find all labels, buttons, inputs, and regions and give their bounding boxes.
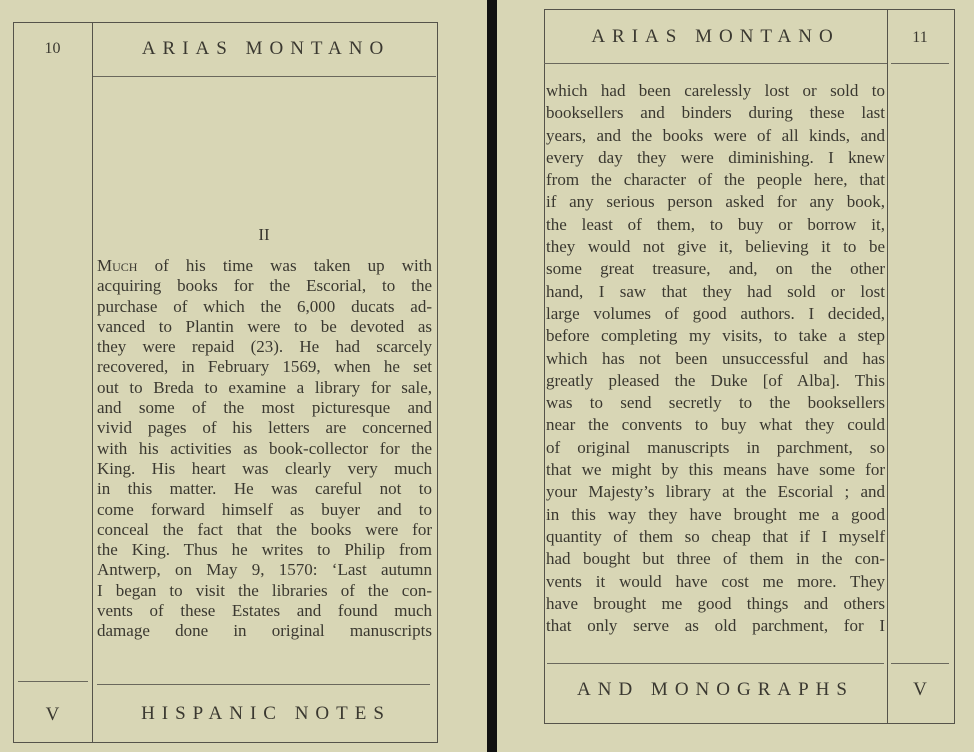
text-line: vents of these Estates and found much [97,601,432,621]
text-line: in this way they have brought me a good [546,504,885,524]
text-line: had bought but three of them in the con- [546,549,885,569]
text-line: of original manuscripts in parchment, so [546,437,885,457]
text-line: hand, I saw that they had sold or lost [546,281,885,301]
text-line: that only serve as old parchment, for I [546,616,885,636]
chapter-number: II [258,225,270,244]
right-page [497,0,974,752]
text-line: I began to visit the libraries of the con- [97,580,432,600]
right-footer-rule [547,663,884,664]
book-gutter [487,0,497,752]
text-line: your Majesty’s library at the Escorial ; and [546,482,885,502]
text-line: before completing my visits, to take a step [546,326,885,346]
text-fragment: of his time was taken up with [137,256,432,275]
text-line: King. His heart was clearly very much [97,458,432,478]
right-body-text [546,80,885,637]
right-margin-divider [887,9,888,723]
left-header-rule [93,76,436,77]
volume-mark: V [45,704,60,725]
text-line: come forward himself as buyer and to [97,499,432,519]
left-margin-divider [92,22,93,742]
text-line: if any serious person asked for any book, [546,192,885,212]
text-line: vivid pages of his letters are concerned [97,418,432,438]
text-line: out to Breda to examine a library for sale, [97,377,432,397]
text-line: some great treasure, and, on the other [546,259,885,279]
right-header-rule [544,63,887,64]
text-line: greatly pleased the Duke [of Alba]. This [546,370,885,390]
page-number: 11 [912,29,928,46]
right-margin-footer-rule [891,663,949,664]
text-line: large volumes of good authors. I decided, [546,303,885,323]
text-line: damage done in original manuscripts [97,621,432,641]
text-line: Antwerp, on May 9, 1570: ‘Last autumn [97,560,432,580]
text-line: they were repaid (23). He had scarcely [97,337,432,357]
text-line: conceal the fact that the books were for [97,519,432,539]
left-footer-rule [97,684,430,685]
text-line: and some of the most picturesque and [97,398,432,418]
text-line: in this matter. He was careful not to [97,479,432,499]
text-line: every day they were diminishing. I knew [546,147,885,167]
text-line: from the character of the people here, that [546,170,885,190]
text-line: they would not give it, believing it to be [546,237,885,257]
left-margin-footer-rule [18,681,88,682]
running-head: ARIAS MONTANO [591,26,840,47]
text-line [97,256,432,276]
text-line: vanced to Plantin were to be devoted as [97,316,432,336]
text-line: years, and the books were of all kinds, and [546,125,885,145]
text-line: the least of them, to buy or borrow it, [546,214,885,234]
text-line: the King. Thus he writes to Philip from [97,540,432,560]
page-number: 10 [44,40,61,57]
text-line: recovered, in February 1569, when he set [97,357,432,377]
volume-mark: V [913,679,927,700]
text-line: have brought me good things and others [546,593,885,613]
running-head: ARIAS MONTANO [141,38,391,59]
text-line: with his activities as book-collector for the [97,438,432,458]
footer-title: HISPANIC NOTES [141,703,391,724]
text-line: which has not been unsuccessful and has [546,348,885,368]
text-line: booksellers and binders during these last [546,103,885,123]
right-margin-header-rule [891,63,949,64]
text-line: vents it would have cost me more. They [546,571,885,591]
text-line: acquiring books for the Escorial, to the [97,276,432,296]
text-line: quantity of them so cheap that if I myself [546,526,885,546]
text-line: near the convents to buy what they could [546,415,885,435]
text-line: was to send secretly to the booksellers [546,393,885,413]
text-line: purchase of which the 6,000 ducats ad- [97,296,432,316]
lead-word: Much [97,256,138,275]
text-line: which had been carelessly lost or sold to [546,81,885,100]
left-body-text [97,256,432,642]
text-line: that we might by this means have some for [546,460,885,480]
footer-title: AND MONOGRAPHS [577,679,854,700]
